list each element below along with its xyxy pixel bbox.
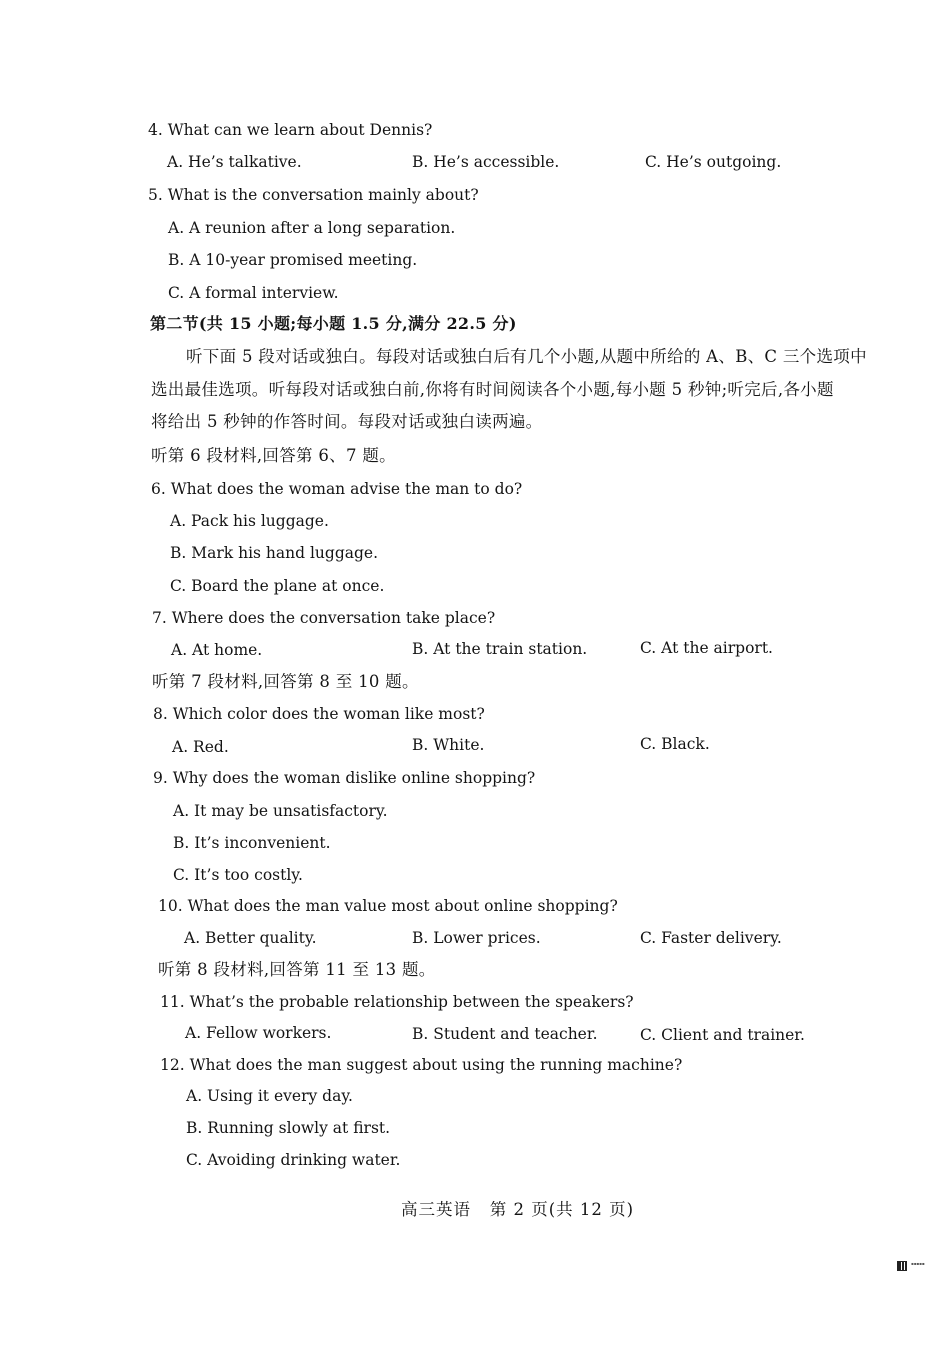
q7-stem: 7. Where does the conversation take place? bbox=[152, 609, 496, 627]
q12-option-b: B. Running slowly at first. bbox=[186, 1119, 391, 1137]
q11-option-c: C. Client and trainer. bbox=[640, 1026, 805, 1044]
q12-stem: 12. What does the man suggest about using the running machine? bbox=[160, 1056, 683, 1074]
passage-8-heading: 听第 8 段材料,回答第 11 至 13 题。 bbox=[158, 960, 436, 979]
q5-stem: 5. What is the conversation mainly about? bbox=[148, 186, 479, 204]
q10-option-a: A. Better quality. bbox=[184, 929, 317, 947]
q10-stem: 10. What does the man value most about online shopping? bbox=[158, 897, 618, 915]
q7-option-b: B. At the train station. bbox=[412, 640, 588, 658]
q4-option-a: A. He’s talkative. bbox=[167, 153, 302, 171]
section-instructions-3: 将给出 5 秒钟的作答时间。每段对话或独白读两遍。 bbox=[151, 412, 543, 431]
q8-option-b: B. White. bbox=[412, 736, 485, 754]
q12-option-a: A. Using it every day. bbox=[186, 1087, 353, 1105]
q5-option-a: A. A reunion after a long separation. bbox=[168, 219, 456, 237]
section-instructions-1: 听下面 5 段对话或独白。每段对话或独白后有几个小题,从题中所给的 A、B、C 三个选项中 bbox=[186, 347, 867, 366]
q5-option-c: C. A formal interview. bbox=[168, 284, 339, 302]
passage-7-heading: 听第 7 段材料,回答第 8 至 10 题。 bbox=[152, 672, 419, 691]
q9-stem: 9. Why does the woman dislike online shopping? bbox=[153, 769, 536, 787]
q6-option-a: A. Pack his luggage. bbox=[170, 512, 329, 530]
q8-stem: 8. Which color does the woman like most? bbox=[153, 705, 485, 723]
q12-option-c: C. Avoiding drinking water. bbox=[186, 1151, 401, 1169]
watermark-logo: ▪▪▪▪▪ bbox=[911, 1261, 925, 1266]
q7-option-c: C. At the airport. bbox=[640, 639, 773, 657]
section-title: 第二节(共 15 小题;每小题 1.5 分,满分 22.5 分) bbox=[150, 314, 517, 333]
q10-option-c: C. Faster delivery. bbox=[640, 929, 782, 947]
page-footer: 高三英语 第 2 页(共 12 页) bbox=[401, 1200, 635, 1219]
q6-option-b: B. Mark his hand luggage. bbox=[170, 544, 379, 562]
q7-option-a: A. At home. bbox=[171, 641, 263, 659]
q11-option-a: A. Fellow workers. bbox=[185, 1024, 332, 1042]
q5-option-b: B. A 10-year promised meeting. bbox=[168, 251, 418, 269]
q6-option-c: C. Board the plane at once. bbox=[170, 577, 385, 595]
q10-option-b: B. Lower prices. bbox=[412, 929, 541, 947]
q9-option-a: A. It may be unsatisfactory. bbox=[173, 802, 388, 820]
q11-stem: 11. What’s the probable relationship between the speakers? bbox=[160, 993, 634, 1011]
q8-option-a: A. Red. bbox=[172, 738, 229, 756]
qr-code-icon bbox=[897, 1261, 907, 1271]
q6-stem: 6. What does the woman advise the man to do? bbox=[151, 480, 523, 498]
q8-option-c: C. Black. bbox=[640, 735, 710, 753]
q11-option-b: B. Student and teacher. bbox=[412, 1025, 598, 1043]
q4-option-b: B. He’s accessible. bbox=[412, 153, 560, 171]
q9-option-c: C. It’s too costly. bbox=[173, 866, 303, 884]
q4-stem: 4. What can we learn about Dennis? bbox=[148, 121, 433, 139]
passage-6-heading: 听第 6 段材料,回答第 6、7 题。 bbox=[151, 446, 396, 465]
q4-option-c: C. He’s outgoing. bbox=[645, 153, 782, 171]
q9-option-b: B. It’s inconvenient. bbox=[173, 834, 331, 852]
section-instructions-2: 选出最佳选项。听每段对话或独白前,你将有时间阅读各个小题,每小题 5 秒钟;听完后,各小题 bbox=[151, 380, 834, 399]
